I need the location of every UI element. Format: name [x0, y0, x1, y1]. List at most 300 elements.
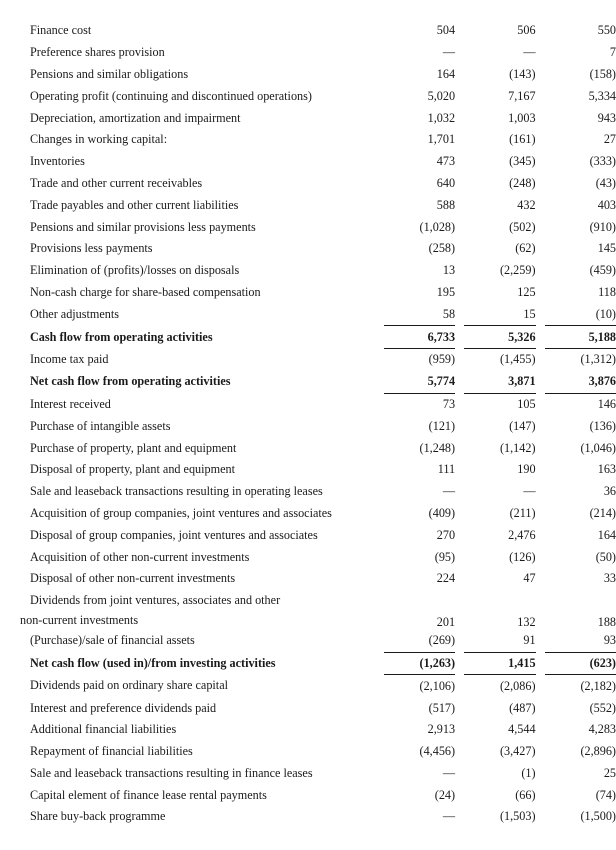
row-label: (Purchase)/sale of financial assets — [30, 633, 195, 648]
value: 36 — [603, 484, 616, 499]
value: 3,871 — [508, 374, 536, 389]
value: (517) — [428, 700, 456, 715]
value-cell-col-1 — [384, 546, 455, 568]
value: (1,263) — [419, 655, 456, 670]
value-cell-col-2 — [464, 459, 535, 481]
column-gap — [455, 348, 464, 370]
value-cell-col-2 — [464, 546, 535, 568]
value: (487) — [509, 700, 536, 715]
value-cell-col-3 — [545, 459, 616, 481]
value: (3,427) — [499, 744, 536, 759]
column-gap — [455, 216, 464, 238]
row-label: Cash flow from operating activities — [30, 329, 213, 344]
row-label: Share buy-back programme — [30, 809, 166, 824]
value: 27 — [603, 132, 616, 147]
value: (95) — [434, 549, 456, 564]
value-cell-col-3 — [545, 697, 616, 719]
value-cell-col-3 — [545, 64, 616, 86]
column-gap — [455, 503, 464, 525]
value: 125 — [517, 284, 536, 299]
value: — — [523, 484, 536, 499]
value-cell-col-1 — [384, 282, 455, 304]
value-cell-col-3 — [545, 371, 616, 393]
value: (2,086) — [499, 678, 536, 693]
table-row — [30, 282, 616, 304]
value-cell-col-3 — [545, 303, 616, 325]
column-gap — [455, 238, 464, 260]
value: 504 — [436, 23, 456, 38]
value: (1,503) — [499, 809, 536, 824]
value-cell-col-2 — [464, 326, 535, 349]
value-cell-col-3 — [545, 326, 616, 349]
value: (1,248) — [419, 440, 456, 455]
value: 588 — [436, 197, 456, 212]
column-gap — [455, 415, 464, 437]
column-gap — [455, 590, 464, 630]
value-cell-col-2 — [464, 393, 535, 415]
value: 73 — [442, 396, 456, 411]
column-gap — [455, 459, 464, 481]
table-row — [30, 652, 616, 675]
value: (1,046) — [580, 440, 616, 455]
value-cell-col-2 — [464, 85, 535, 107]
value-cell-col-3 — [545, 806, 616, 828]
value-cell-col-3 — [545, 568, 616, 590]
value-cell-col-2 — [464, 415, 535, 437]
column-gap — [536, 415, 545, 437]
row-label: Dividends paid on ordinary share capital — [30, 678, 228, 693]
column-gap — [455, 107, 464, 129]
row-label: Sale and leaseback transactions resulting in operating leases — [30, 484, 323, 499]
value: (910) — [589, 219, 616, 234]
row-label-line-2: non-current investments — [20, 612, 139, 627]
value: 6,733 — [427, 329, 456, 344]
column-gap — [455, 806, 464, 828]
value-cell-col-1 — [384, 590, 455, 630]
value-cell-col-2 — [464, 503, 535, 525]
value: 640 — [436, 175, 456, 190]
value-cell-col-2 — [464, 568, 535, 590]
value: (43) — [595, 175, 616, 190]
column-gap — [455, 524, 464, 546]
column-gap — [455, 129, 464, 151]
value-cell-col-1 — [384, 216, 455, 238]
row-label: Purchase of intangible assets — [30, 418, 171, 433]
column-gap — [536, 371, 545, 393]
column-gap — [536, 20, 545, 42]
table-row — [30, 260, 616, 282]
table-row — [30, 20, 616, 42]
column-gap — [536, 630, 545, 652]
value: 1,032 — [427, 110, 456, 125]
value-cell-col-1 — [384, 107, 455, 129]
value-cell-col-2 — [464, 806, 535, 828]
column-gap — [455, 194, 464, 216]
row-label: Disposal of other non-current investments — [30, 571, 236, 586]
row-label: Pensions and similar provisions less payments — [30, 219, 256, 234]
value: 33 — [603, 571, 616, 586]
value: 7,167 — [508, 88, 536, 103]
value: (623) — [589, 655, 616, 670]
value: 105 — [517, 396, 536, 411]
column-gap — [536, 64, 545, 86]
value-cell-col-1 — [384, 630, 455, 652]
value: (2,182) — [580, 678, 616, 693]
table-row — [30, 784, 616, 806]
value: 270 — [436, 527, 456, 542]
table-row — [30, 546, 616, 568]
column-gap — [455, 697, 464, 719]
value: 432 — [517, 197, 536, 212]
value: 2,476 — [508, 527, 536, 542]
column-gap — [536, 459, 545, 481]
column-gap — [455, 546, 464, 568]
value-cell-col-2 — [464, 64, 535, 86]
value: — — [442, 45, 456, 60]
table-row — [30, 675, 616, 697]
value-cell-col-3 — [545, 675, 616, 697]
column-gap — [455, 481, 464, 503]
value: (2,259) — [499, 263, 536, 278]
value: 118 — [598, 284, 616, 299]
column-gap — [536, 107, 545, 129]
column-gap — [536, 348, 545, 370]
value: — — [442, 765, 456, 780]
column-gap — [536, 503, 545, 525]
column-gap — [536, 129, 545, 151]
value: 164 — [436, 66, 456, 81]
column-gap — [536, 326, 545, 349]
value: 506 — [517, 23, 536, 38]
column-gap — [536, 151, 545, 173]
table-row — [30, 326, 616, 349]
value-cell-col-1 — [384, 652, 455, 675]
value: 146 — [597, 396, 616, 411]
column-gap — [455, 675, 464, 697]
value-cell-col-3 — [545, 481, 616, 503]
value: (269) — [428, 633, 456, 648]
table-row — [30, 216, 616, 238]
table-row — [30, 42, 616, 64]
table-row — [30, 741, 616, 763]
value: (1,455) — [499, 352, 536, 367]
value-cell-col-1 — [384, 260, 455, 282]
column-gap — [455, 393, 464, 415]
value-cell-col-3 — [545, 260, 616, 282]
value-cell-col-2 — [464, 697, 535, 719]
column-gap — [455, 303, 464, 325]
value-cell-col-3 — [545, 238, 616, 260]
value: — — [442, 484, 456, 499]
value-cell-col-2 — [464, 260, 535, 282]
row-label-line-1: Dividends from joint ventures, associates and other — [30, 592, 281, 607]
row-label: Interest and preference dividends paid — [30, 700, 217, 715]
row-label: Disposal of group companies, joint ventures and associates — [30, 527, 318, 542]
value: (143) — [509, 66, 536, 81]
table-row — [30, 151, 616, 173]
column-gap — [536, 437, 545, 459]
column-gap — [536, 85, 545, 107]
value: (214) — [589, 505, 616, 520]
column-gap — [536, 741, 545, 763]
value: (1,500) — [580, 809, 616, 824]
value: (158) — [589, 66, 616, 81]
value: (258) — [428, 241, 456, 256]
row-label: Capital element of finance lease rental payments — [30, 787, 267, 802]
value: (1,312) — [580, 352, 616, 367]
column-gap — [536, 173, 545, 195]
value-cell-col-1 — [384, 173, 455, 195]
value-cell-col-2 — [464, 784, 535, 806]
column-gap — [455, 326, 464, 349]
column-gap — [455, 652, 464, 675]
value-cell-col-1 — [384, 481, 455, 503]
value-cell-col-2 — [464, 173, 535, 195]
column-gap — [536, 590, 545, 630]
value: (345) — [509, 154, 536, 169]
value: (211) — [509, 505, 536, 520]
value: (147) — [509, 418, 536, 433]
value-cell-col-2 — [464, 42, 535, 64]
row-label — [20, 590, 384, 630]
value-cell-col-2 — [464, 652, 535, 675]
table-row — [30, 524, 616, 546]
column-gap — [536, 546, 545, 568]
value-cell-col-3 — [545, 20, 616, 42]
value: (552) — [589, 700, 616, 715]
row-label: Depreciation, amortization and impairment — [30, 110, 241, 125]
value-cell-col-3 — [545, 630, 616, 652]
value-cell-col-3 — [545, 393, 616, 415]
value-cell-col-2 — [464, 151, 535, 173]
value-cell-col-1 — [384, 437, 455, 459]
table-row — [30, 568, 616, 590]
table-row — [30, 590, 616, 630]
value: 132 — [517, 614, 536, 629]
column-gap — [536, 524, 545, 546]
table-row — [30, 481, 616, 503]
value-cell-col-1 — [384, 784, 455, 806]
value: 4,283 — [588, 722, 616, 737]
column-gap — [455, 741, 464, 763]
value: (24) — [434, 787, 456, 802]
column-gap — [455, 260, 464, 282]
value: 943 — [597, 110, 616, 125]
value: 163 — [597, 462, 616, 477]
value-cell-col-1 — [384, 806, 455, 828]
value-cell-col-2 — [464, 630, 535, 652]
value-cell-col-3 — [545, 129, 616, 151]
value-cell-col-3 — [545, 763, 616, 785]
value-cell-col-1 — [384, 415, 455, 437]
value: (121) — [428, 418, 456, 433]
row-label: Sale and leaseback transactions resulting in finance leases — [30, 765, 313, 780]
table-row — [30, 806, 616, 828]
value: (2,106) — [419, 678, 456, 693]
value-cell-col-2 — [464, 371, 535, 393]
value: 5,020 — [427, 88, 456, 103]
column-gap — [536, 697, 545, 719]
row-label: Finance cost — [30, 23, 92, 38]
value-cell-col-2 — [464, 20, 535, 42]
row-label: Acquisition of other non-current investments — [30, 549, 250, 564]
value-cell-col-1 — [384, 371, 455, 393]
value: 403 — [597, 197, 616, 212]
column-gap — [536, 194, 545, 216]
value-cell-col-1 — [384, 763, 455, 785]
value-cell-col-3 — [545, 719, 616, 741]
value: 5,326 — [508, 329, 536, 344]
column-gap — [455, 630, 464, 652]
column-gap — [455, 719, 464, 741]
table-row — [30, 64, 616, 86]
table-row — [30, 348, 616, 370]
value-cell-col-1 — [384, 238, 455, 260]
row-label: Disposal of property, plant and equipment — [30, 462, 235, 477]
column-gap — [536, 806, 545, 828]
value: (4,456) — [419, 744, 456, 759]
table-row — [30, 393, 616, 415]
value-cell-col-1 — [384, 194, 455, 216]
value-cell-col-3 — [545, 503, 616, 525]
value-cell-col-2 — [464, 348, 535, 370]
row-label: Purchase of property, plant and equipment — [30, 440, 237, 455]
row-label: Provisions less payments — [30, 241, 153, 256]
column-gap — [536, 303, 545, 325]
value-cell-col-1 — [384, 64, 455, 86]
row-label: Preference shares provision — [30, 45, 165, 60]
value-cell-col-1 — [384, 85, 455, 107]
column-gap — [455, 42, 464, 64]
column-gap — [536, 260, 545, 282]
value: (74) — [595, 787, 616, 802]
value-cell-col-3 — [545, 151, 616, 173]
value-cell-col-3 — [545, 415, 616, 437]
value: (959) — [428, 352, 456, 367]
value: (248) — [509, 175, 536, 190]
value: 5,334 — [588, 88, 616, 103]
row-label: Income tax paid — [30, 352, 109, 367]
value-cell-col-2 — [464, 194, 535, 216]
value: (2,896) — [580, 744, 616, 759]
column-gap — [455, 173, 464, 195]
value: 111 — [437, 462, 456, 477]
value-cell-col-3 — [545, 107, 616, 129]
value-cell-col-2 — [464, 282, 535, 304]
value-cell-col-3 — [545, 652, 616, 675]
value-cell-col-3 — [545, 437, 616, 459]
value-cell-col-1 — [384, 20, 455, 42]
row-label: Inventories — [30, 154, 85, 169]
value: 13 — [442, 263, 456, 278]
value: 201 — [436, 614, 456, 629]
value-cell-col-3 — [545, 173, 616, 195]
value: 91 — [523, 633, 536, 648]
value-cell-col-1 — [384, 459, 455, 481]
value: 4,544 — [508, 722, 536, 737]
value: 145 — [597, 241, 616, 256]
value-cell-col-3 — [545, 85, 616, 107]
table-row — [30, 303, 616, 325]
table-row — [30, 763, 616, 785]
row-label: Trade and other current receivables — [30, 175, 203, 190]
column-gap — [455, 151, 464, 173]
column-gap — [536, 719, 545, 741]
value-cell-col-1 — [384, 524, 455, 546]
value: (62) — [515, 241, 536, 256]
row-label: Other adjustments — [30, 307, 120, 321]
column-gap — [455, 282, 464, 304]
value-cell-col-1 — [384, 697, 455, 719]
value-cell-col-3 — [545, 784, 616, 806]
value: 195 — [436, 284, 456, 299]
column-gap — [455, 437, 464, 459]
value: 3,876 — [588, 374, 616, 389]
value: (161) — [509, 132, 536, 147]
cash-flow-table — [20, 20, 616, 828]
row-label: Additional financial liabilities — [30, 722, 177, 737]
value: — — [442, 809, 456, 824]
value-cell-col-3 — [545, 546, 616, 568]
value-cell-col-2 — [464, 437, 535, 459]
value: (136) — [589, 418, 616, 433]
value-cell-col-2 — [464, 238, 535, 260]
value-cell-col-2 — [464, 129, 535, 151]
value-cell-col-1 — [384, 326, 455, 349]
value-cell-col-2 — [464, 216, 535, 238]
row-label: Non-cash charge for share-based compensation — [30, 284, 261, 299]
value: (409) — [428, 505, 456, 520]
table-row — [30, 719, 616, 741]
value: 1,701 — [427, 132, 456, 147]
table-row — [30, 85, 616, 107]
column-gap — [455, 763, 464, 785]
column-gap — [536, 216, 545, 238]
column-gap — [536, 652, 545, 675]
value-cell-col-1 — [384, 719, 455, 741]
column-gap — [536, 675, 545, 697]
value-cell-col-3 — [545, 348, 616, 370]
table-row — [30, 173, 616, 195]
value-cell-col-2 — [464, 719, 535, 741]
column-gap — [536, 282, 545, 304]
value-cell-col-1 — [384, 568, 455, 590]
value-cell-col-3 — [545, 741, 616, 763]
column-gap — [536, 481, 545, 503]
table-row — [30, 238, 616, 260]
value: 188 — [597, 614, 616, 629]
value: (1,142) — [499, 440, 536, 455]
value: 25 — [603, 765, 616, 780]
table-row — [30, 459, 616, 481]
value-cell-col-3 — [545, 42, 616, 64]
table-row — [30, 697, 616, 719]
column-gap — [536, 568, 545, 590]
table-row — [30, 415, 616, 437]
column-gap — [536, 763, 545, 785]
value: (126) — [509, 549, 536, 564]
value: 5,188 — [588, 329, 616, 344]
value-cell-col-1 — [384, 503, 455, 525]
value: (66) — [515, 787, 536, 802]
table-row — [30, 437, 616, 459]
table-row — [30, 371, 616, 393]
value-cell-col-1 — [384, 129, 455, 151]
value: 1,003 — [508, 110, 536, 125]
value: (502) — [509, 219, 536, 234]
column-gap — [536, 238, 545, 260]
column-gap — [455, 20, 464, 42]
